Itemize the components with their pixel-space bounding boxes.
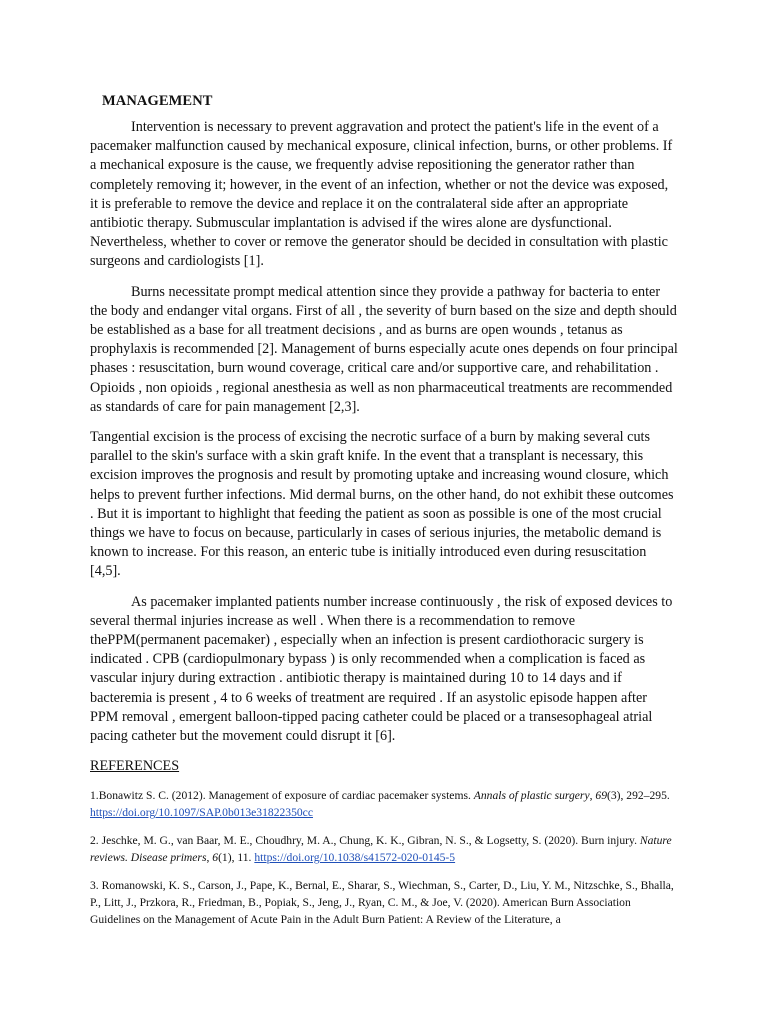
reference-1-pages: (3), 292–295. — [606, 789, 670, 803]
reference-3 — [90, 877, 678, 928]
reference-2-volume: 6 — [212, 851, 219, 865]
section-heading: MANAGEMENT — [102, 93, 213, 109]
reference-1-doi-link[interactable]: https://doi.org/10.1097/SAP.0b013e31822350cc — [90, 806, 313, 820]
reference-2-sep: , — [206, 851, 213, 865]
reference-2-journal: Nature reviews. Disease primers — [90, 834, 672, 865]
reference-1-text: 1.Bonawitz S. C. (2012). Management of exposure of cardiac pacemaker systems. — [90, 789, 474, 803]
reference-2-pages: (1), 11. — [218, 851, 255, 865]
paragraph-4: As pacemaker implanted patients number increase continuously , the risk of exposed devices to several thermal injuries increase as well . When there is a recommendation to remove thePPM(permanent pacemaker) , especially when an infection is present cardiothoracic surgery is indicated . CPB (cardiopulmonary bypass ) is only recommended when a complication is faced as vascular injury during extraction . antibiotic therapy is maintained during 10 to 14 days and if bacteremia is present , 4 to 6 weeks of treatment are required . If an asystolic episode happen after PPM removal , emergent balloon-tipped pacing catheter could be placed or a transesophageal atrial pacing catheter but the movement could disrupt it [6]. — [90, 593, 673, 745]
reference-1-volume: 69 — [595, 789, 607, 803]
paragraph-3: Tangential excision is the process of excising the necrotic surface of a burn by making several cuts parallel to the skin's surface with a skin graft knife. In the event that a transplant is necessary, this excision improves the prognosis and result by promoting uptake and increasing wound closure, which helps to prevent further infections. Mid dermal burns, on the other hand, do not exhibit these outcomes . But it is important to highlight that feeding the patient as soon as possible is one of the most crucial things we have to focus on because, particularly in cases of serious injuries, the metabolic demand is known to increase. For this reason, an enteric tube is initially introduced even during resuscitation [4,5]. — [90, 429, 674, 580]
reference-1-journal: Annals of plastic surgery — [473, 789, 590, 803]
reference-1 — [90, 787, 678, 821]
paragraph-1: Intervention is necessary to prevent aggravation and protect the patient's life in the event of a pacemaker malfunction caused by mechanical exposure, clinical infection, burns, or other problems. If a mechanical exposure is the cause, we frequently advise repositioning the generator rather than completely removing it; however, in the event of an infection, whether or not the device was exposed, it is preferable to remove the device and replace it on the contralateral side after an appropriate antibiotic therapy. Submuscular implantation is advised if the wires alone are dysfunctional. Nevertheless, whether to cover or remove the generator should be decided in consultation with plastic surgeons and cardiologists [1]. — [90, 119, 673, 270]
reference-3-text: 3. Romanowski, K. S., Carson, J., Pape, K., Bernal, E., Sharar, S., Wiechman, S., Carter, D., Liu, Y. M., Nitzschke, S., Bhalla, P., Litt, J., Przkora, R., Friedman, B., Popiak, S., Jeng, J., Ryan, C. M., & Joe, V. (2020). American Burn Association Guidelines on the Management of Acute Pain in the Adult Burn Patient: A Review of the Literature, a — [90, 879, 674, 927]
reference-2 — [90, 832, 678, 866]
reference-2-doi-link[interactable]: https://doi.org/10.1038/s41572-020-0145-5 — [254, 851, 456, 865]
paragraph-2: Burns necessitate prompt medical attention since they provide a pathway for bacteria to enter the body and endanger vital organs. First of all , the severity of burn based on the size and depth should be established as a base for all treatment decisions , and as burns are open wounds , tetanus as prophylaxis is recommended [2]. Management of burns especially acute ones depends on four principal phases : resuscitation, burn wound coverage, critical care and/or supportive care, and rehabilitation . Opioids , non opioids , regional anesthesia as well as non pharmaceutical treatments are recommended as standards of care for pain management [2,3]. — [90, 283, 678, 415]
reference-1-sep: , — [589, 789, 596, 803]
references-heading: REFERENCES — [90, 758, 180, 775]
reference-2-text: 2. Jeschke, M. G., van Baar, M. E., Choudhry, M. A., Chung, K. K., Gibran, N. S., & Logsetty, S. (2020). Burn injury. — [90, 834, 640, 848]
